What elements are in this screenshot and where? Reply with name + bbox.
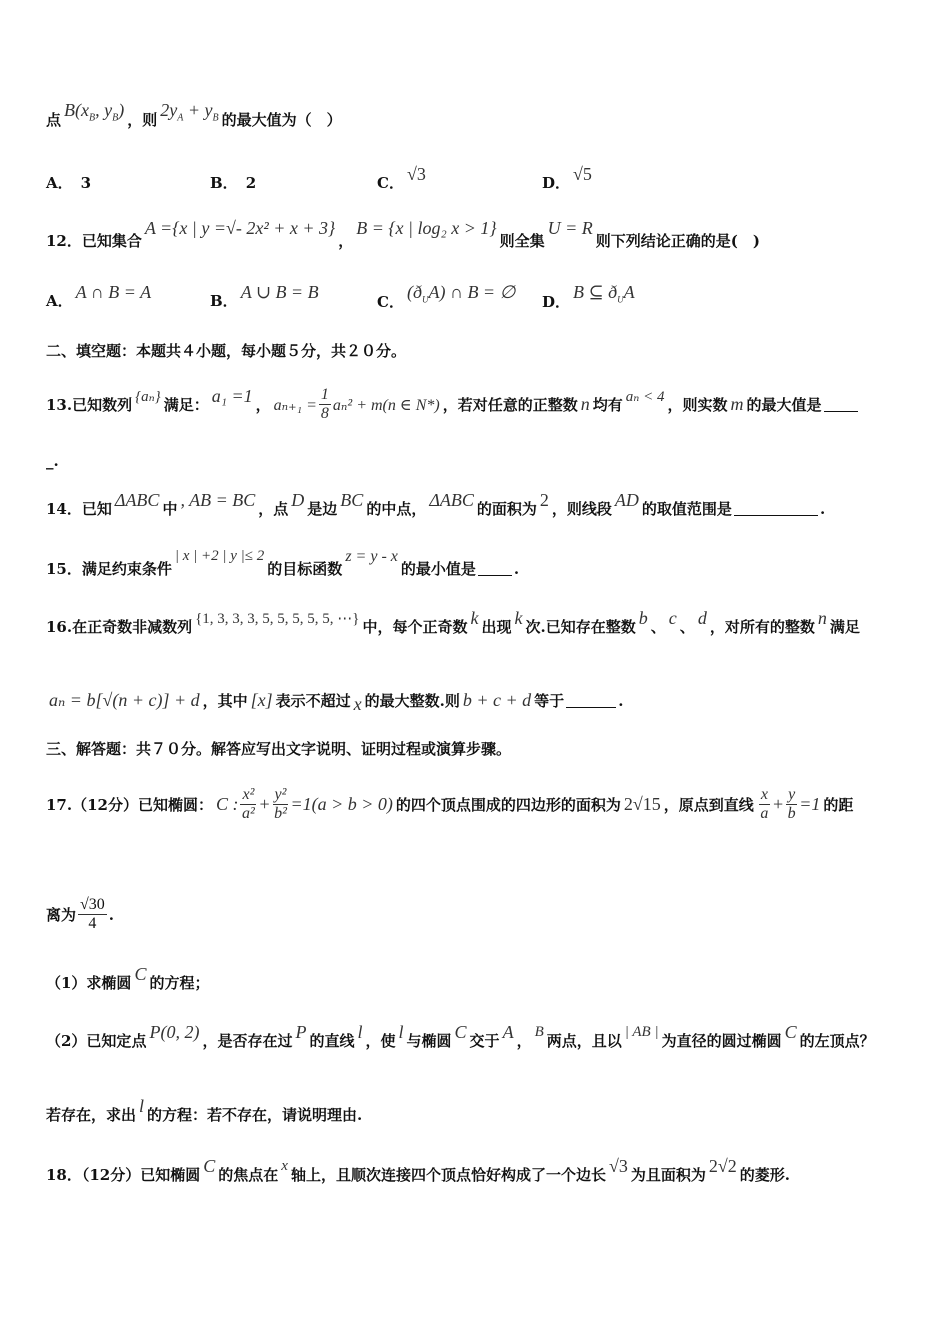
q12-text-pre: 12．已知集合 — [46, 232, 142, 250]
q17-part1: （1）求椭圆 C 的方程； — [46, 964, 210, 992]
q16-answer-blank[interactable] — [566, 693, 616, 708]
q11-option-c[interactable]: C． √3 — [377, 164, 426, 192]
q12-option-a[interactable]: A． A ∩ B = A — [46, 282, 152, 310]
q17-part2: （2）已知定点 P(0, 2) ，是否存在过 P 的直线 l ，使 l 与椭圆 C 交于 A ， B 两点，且以 | AB | 为直径的圆过椭圆 C 的左顶点？ — [46, 1022, 875, 1050]
q11-text-pre: 点 — [46, 111, 62, 130]
q17-stem-2: 离为 $\frac{√30}{4}$ . — [46, 896, 115, 933]
q11-point-b: $B(x_B$, $y_B$) — [64, 100, 125, 124]
q15-answer-blank[interactable] — [478, 561, 512, 576]
q13-answer-blank[interactable] — [824, 397, 858, 412]
q17-line-equation: $\frac{x}{a}$ + $\frac{y}{b}$ =1 — [760, 786, 821, 823]
q12-option-b[interactable]: B． A ∪ B = B — [210, 282, 319, 310]
q12-universe: U = R — [547, 218, 593, 238]
q11-stem — [46, 100, 910, 132]
q14-stem: 14．已知 ΔABC 中 , AB = BC ，点 D 是边 BC 的中点， ΔABC 的面积为 2 ，则线段 AD 的取值范围是 . — [46, 490, 826, 518]
q11-option-d[interactable]: D． √5 — [542, 164, 592, 192]
q12-text-post: 则下列结论正确的是( ) — [595, 232, 760, 250]
q14-answer-blank[interactable] — [734, 501, 818, 516]
q17-stem: 17.（12分）已知椭圆： C : $\frac{\text{x²}}{\text{a²}}$ + $\frac{\text{y²}}{\text{b²}}$ =1(a > b > 0) 的四个顶点围成的四边形的面积为 2√15 ，原点到直线 $\frac{x}{a}$ + $\frac{y}{b}$ =1 的距 — [46, 786, 854, 823]
section3-heading: 三、解答题：共７０分。解答应写出文字说明、证明过程或演算步骤。 — [46, 740, 512, 758]
q17-ellipse-equation: C : $\frac{\text{x²}}{\text{a²}}$ + $\frac{\text{y²}}{\text{b²}}$ =1(a > b > 0) — [215, 786, 393, 823]
q12-set-b: B = {x | log₂ x > 1} — [356, 218, 497, 238]
q12-option-c[interactable]: C． $(ð_UA)$ ∩ B = ∅ — [377, 282, 516, 311]
q11-text-post: 的最大值为（ ） — [221, 111, 342, 130]
q11-option-b[interactable]: B． 2 — [210, 173, 257, 192]
q11-expr: $2y_A + y_B$ — [160, 100, 219, 124]
q16-stem: 16.在正奇数非减数列 {1, 3, 3, 3, 5, 5, 5, 5, 5, ⋯} 中，每个正奇数 k 出现 k 次.已知存在整数 b 、 c 、 d ，对所有的整数 n 满足 — [46, 608, 860, 636]
q16-stem-2: aₙ = b[√(n + c)] + d ，其中 [x] 表示不超过 x 的最大整数.则 b + c + d 等于 . — [49, 690, 624, 714]
q12-stem — [46, 218, 910, 251]
q13-stem: 13.已知数列 {aₙ} 满足： a₁ =1 ， aₙ₊₁ = $\frac{1}{8}$ aₙ² + m(n ∈ N*) ，若对任意的正整数 n 均有 aₙ < 4 ，则实数 m 的最大值是 — [46, 386, 910, 424]
section2-heading: 二、填空题：本题共４小题，每小题５分，共２０分。 — [46, 342, 407, 360]
q11-option-a[interactable]: A． 3 — [46, 173, 92, 192]
q15-stem: 15．满足约束条件 | x | +2 | y |≤ 2 的目标函数 z = y - x 的最小值是 . — [46, 547, 520, 578]
q18-stem: 18．（12分）已知椭圆 C 的焦点在 x 轴上，且顺次连接四个顶点恰好构成了一个边长 √3 为且面积为 2√2 的菱形. — [46, 1156, 790, 1184]
q12-text-mid: 则全集 — [499, 232, 545, 250]
q12-set-a: A ={x | y =√- 2x² + x + 3} — [144, 218, 336, 238]
q12-sep: ， — [338, 232, 354, 250]
q17-part2-cont: 若存在，求出 l 的方程：若不存在，请说明理由. — [46, 1096, 363, 1124]
q13-tail: _. — [46, 452, 59, 470]
q12-option-d[interactable]: D． B ⊆ $ð_UA$ — [542, 282, 635, 311]
q13-seq: {aₙ} — [135, 389, 161, 406]
q11-text-mid: ，则 — [127, 111, 158, 130]
q13-recurrence: aₙ₊₁ = $\frac{1}{8}$ aₙ² + m(n ∈ N*) — [273, 386, 440, 423]
